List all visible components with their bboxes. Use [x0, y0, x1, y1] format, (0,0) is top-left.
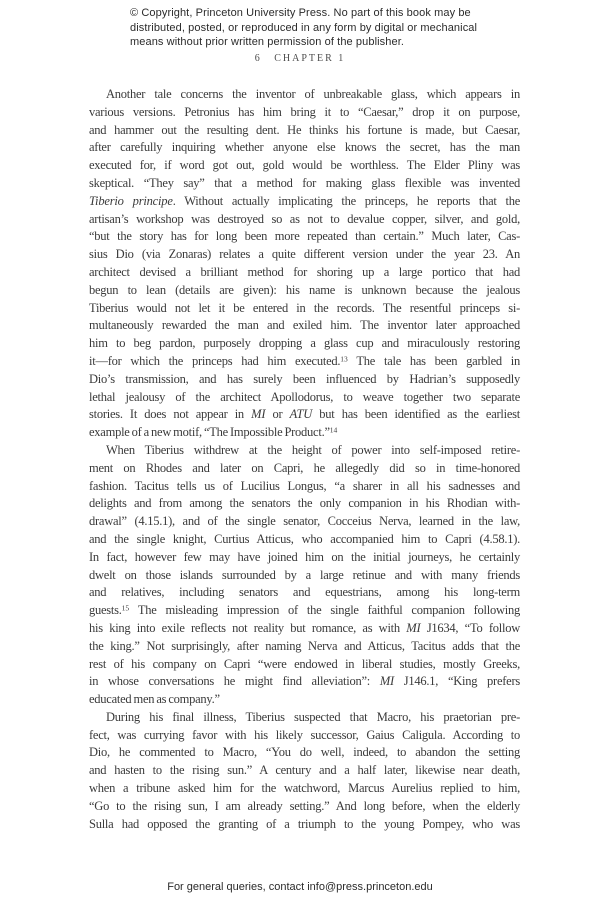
text-line: Another tale concerns the inventor of unbreakable glass, which appears in [106, 87, 520, 101]
copyright-line: © Copyright, Princeton University Press. No part of this book may be [130, 7, 471, 19]
text-line: and the single knight, Curtius Atticus, who accompanied him to Capri (4.58.1). [89, 531, 520, 546]
chapter-heading: CHAPTER 1 [274, 53, 346, 64]
text-line: Tiberius would not let it be entered in the records. The resentful princeps si- [89, 300, 520, 315]
paragraph [89, 442, 520, 709]
text-line: educated men as company.” [89, 692, 220, 707]
paragraph [89, 86, 520, 442]
text-line: example of a new motif, “The Impossible Product.”$^{14}$ [89, 425, 338, 440]
text-line: begun to lean (details are given): his name is unknown because the jealous [89, 282, 520, 297]
text-line: after carefully inquiring whether anyone else knows the secret, has the man [89, 140, 520, 155]
text-line: various versions. Petronius has him bring it to “Caesar,” drop it on purpose, [89, 104, 520, 119]
text-line: During his final illness, Tiberius suspected that Macro, his praetorian pre- [106, 709, 520, 724]
copyright-line: means without prior written permission of the publisher. [130, 36, 405, 49]
text-line: artisan’s workshop was destroyed so as not to devalue copper, silver, and gold, [89, 211, 520, 226]
text-line: stories. It does not appear in MI or ATU but has been identified as the earliest [89, 407, 520, 422]
text-line: it—for which the princeps had him executed.$^{13}$ The tale has been garbled in [89, 353, 520, 368]
footer-contact: For general queries, contact info@press.princeton.edu [167, 881, 433, 893]
text-line: rest of his company on Capri “were endowed in liberal studies, mostly Greeks, [89, 656, 520, 671]
text-line: architect devised a brilliant method for shoring up a large portico that had [89, 264, 520, 279]
text-line: multaneously rewarded the man and exiled him. The inventor later approached [89, 318, 520, 333]
copyright-notice [130, 6, 477, 50]
text-line: his king into exile reflects not reality but romance, as with MI J1634, “To follow [89, 620, 520, 635]
text-line: when a tribune asked him for the watchword, Marcus Aurelius replied to him, [89, 781, 520, 796]
text-line: fect, was currying favor with his likely successor, Gaius Caligula. According to [89, 727, 520, 742]
text-line: delights and from among the senators the only companion in his Rhodian with- [89, 496, 520, 511]
text-line: fashion. Tacitus tells us of Lucilius Longus, “a sharer in all his sadnesses and [89, 478, 520, 493]
text-line: and hasten to the rising sun.” A century and a half later, likewise near death, [89, 763, 520, 778]
text-line: Dio, he commented to Macro, “You do well, indeed, to abandon the setting [89, 745, 520, 760]
page-number: 6 [254, 53, 261, 64]
text-line: the king.” Not surprisingly, after naming Nerva and Atticus, Tacitus adds that the [89, 638, 520, 653]
text-line: ment on Rhodes and later on Capri, he allegedly did so in time-honored [89, 460, 520, 475]
body-text [89, 86, 520, 833]
text-line: “but the story has for long been more repeated than certain.” Much later, Cas- [89, 229, 520, 244]
text-line: skeptical. “They say” that a method for making glass flexible was invented [89, 175, 520, 190]
text-line: and relatives, including senators and equestrians, among his long-term [89, 585, 520, 600]
text-line: Tiberio principe. Without actually implicating the princeps, he reports that the [89, 193, 520, 208]
text-line: guests.$^{15}$ The misleading impression of the single faithful companion following [89, 603, 520, 618]
text-line: drawal” (4.15.1), and of the single senator, Cocceius Nerva, learned in the law, [89, 514, 520, 529]
text-line: sius Dio (via Zonaras) relates a quite different version under the year 23. An [89, 247, 520, 262]
text-line: in whose conversations he might find alleviation”: MI J146.1, “King prefers [89, 674, 520, 689]
text-line: dwelt on those islands surrounded by a large retinue and with many friends [89, 567, 520, 582]
text-line: Dio’s transmission, and has surely been influenced by Hadrian’s supposedly [89, 371, 520, 386]
text-line: executed for, if word got out, gold would be worthless. The Elder Pliny was [89, 158, 520, 173]
text-line: In fact, however few may have joined him on the initial journeys, he certainly [89, 549, 520, 564]
text-line: and hammer out the resulting dent. He thinks his fortune is made, but Caesar, [89, 122, 520, 137]
text-line: Sulla had opposed the granting of a triumph to the young Pompey, who was [89, 816, 520, 831]
running-head [0, 53, 600, 64]
text-line: “Go to the rising sun, I am already setting.” And long before, when the elderly [89, 798, 520, 813]
paragraph [89, 709, 520, 834]
text-line: When Tiberius withdrew at the height of power into self-imposed retire- [106, 442, 520, 457]
text-line: lethal jealousy of the architect Apollodorus, to weave together two separate [89, 389, 520, 404]
text-line: him to beg pardon, purposely dropping a glass cup and miraculously restoring [89, 336, 520, 351]
copyright-line: distributed, posted, or reproduced in any form by digital or mechanical [130, 21, 478, 34]
